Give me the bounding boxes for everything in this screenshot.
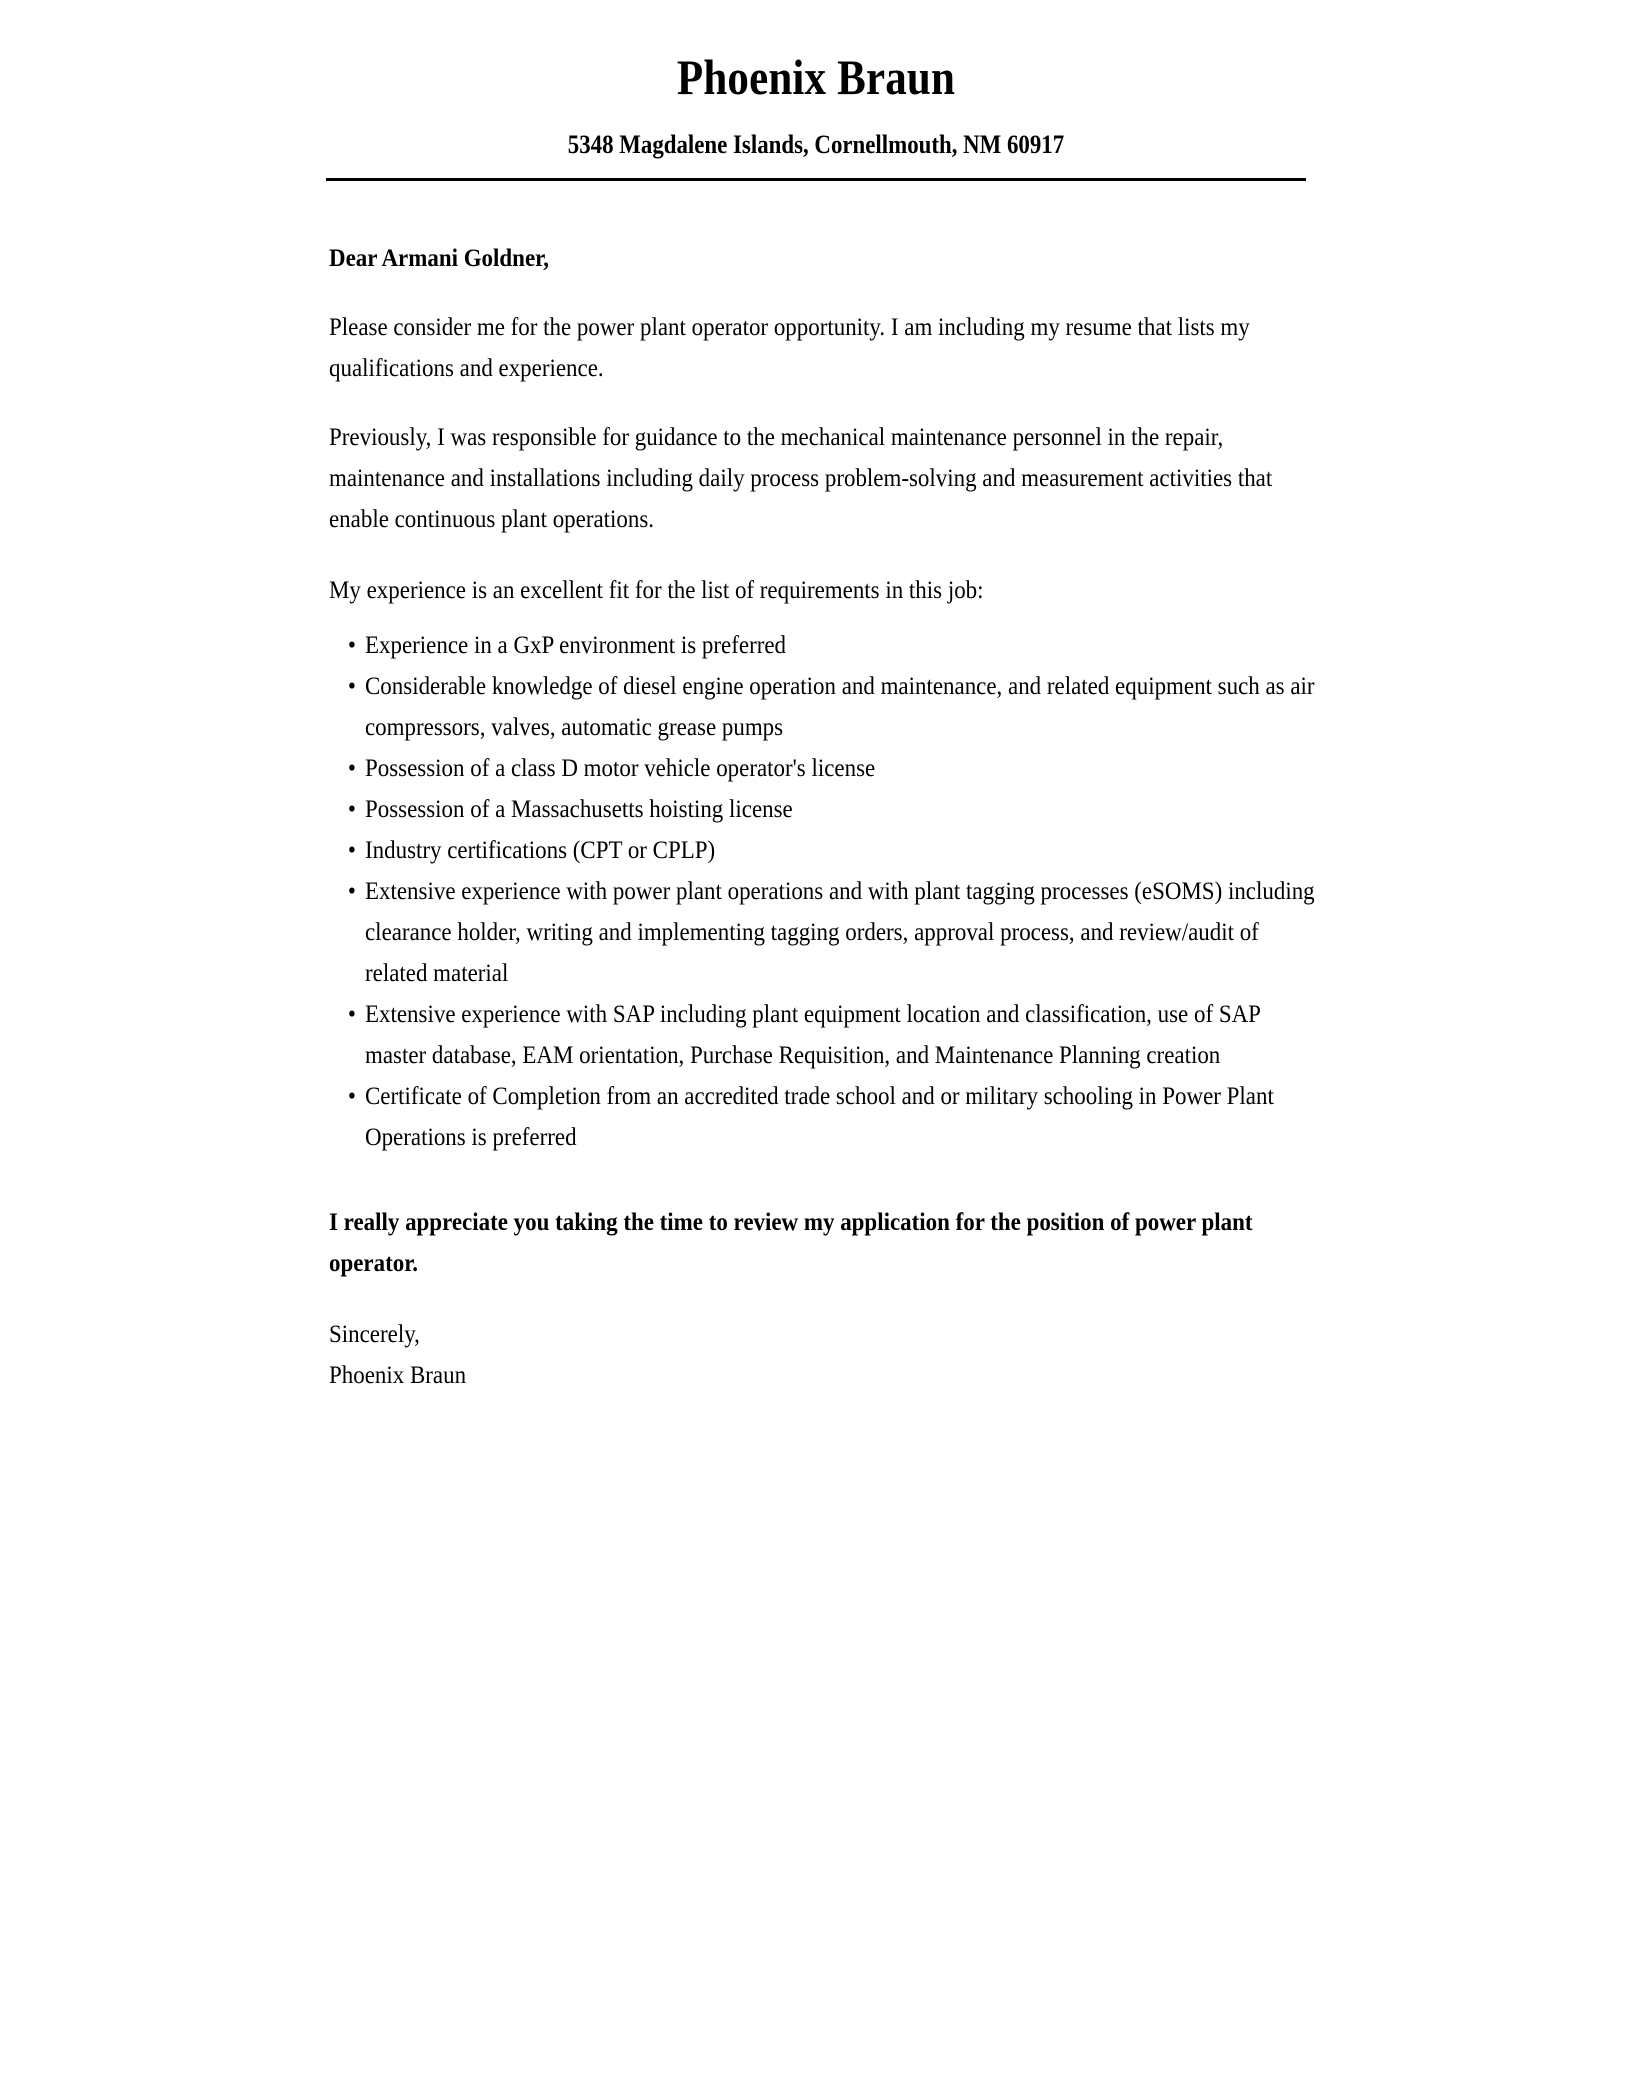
applicant-address: 5348 Magdalene Islands, Cornellmouth, NM 60917: [567, 130, 1065, 159]
signature-block: [329, 1313, 1217, 1395]
list-item-text: Industry certifications (CPT or CPLP): [365, 834, 716, 864]
requirements-list: [329, 624, 1315, 1157]
list-item: [329, 993, 1315, 1075]
signature-name: Phoenix Braun: [329, 1359, 467, 1389]
list-item: [329, 665, 1315, 747]
list-item-text: Extensive experience with power plant operations and with plant tagging processes (eSOMS) including clearance holder, writing and implementing tagging orders, approval process, and review/audit of related material: [365, 875, 1315, 987]
list-item-text: Extensive experience with SAP including plant equipment location and classification, use of SAP master database, EAM orientation, Purchase Requisition, and Maintenance Planning creation: [365, 998, 1261, 1069]
list-item-text: Certificate of Completion from an accredited trade school and or military schooling in Power Plant Operations is preferred: [365, 1080, 1274, 1151]
bullet-icon: •: [347, 998, 356, 1028]
bullet-icon: •: [347, 670, 356, 700]
list-item: [329, 870, 1315, 993]
list-item-text: Possession of a class D motor vehicle operator's license: [365, 752, 876, 782]
header-divider: [326, 178, 1306, 181]
closing-statement: I really appreciate you taking the time to review my application for the position of power plant operator.: [329, 1206, 1253, 1277]
letter-body: [316, 237, 1316, 1395]
bullet-icon: •: [347, 752, 356, 782]
list-item: [329, 1075, 1315, 1157]
list-item: [329, 624, 1315, 665]
list-item: [329, 747, 1315, 788]
list-item-text: Possession of a Massachusetts hoisting license: [365, 793, 793, 823]
bullet-icon: •: [347, 834, 356, 864]
bullet-icon: •: [347, 793, 356, 823]
salutation: Dear Armani Goldner,: [329, 242, 549, 272]
body-paragraph-1: Please consider me for the power plant operator opportunity. I am including my resume that lists my qualifications and experience.: [329, 311, 1250, 382]
page-title: Phoenix Braun: [676, 49, 956, 105]
requirements-intro: My experience is an excellent fit for the list of requirements in this job:: [329, 574, 984, 604]
list-item: [329, 788, 1315, 829]
letter-header: [0, 0, 1632, 181]
list-item-text: Experience in a GxP environment is preferred: [365, 629, 787, 659]
body-paragraph-2: Previously, I was responsible for guidance to the mechanical maintenance personnel in the repair, maintenance and installations including daily process problem-solving and measurement activities that enable continuous plant operations.: [329, 421, 1273, 533]
bullet-icon: •: [347, 875, 356, 905]
bullet-icon: •: [347, 629, 356, 659]
closing-salutation: Sincerely,: [329, 1318, 420, 1348]
list-item-text: Considerable knowledge of diesel engine operation and maintenance, and related equipment such as air compressors, valves, automatic grease pumps: [365, 670, 1315, 741]
bullet-icon: •: [347, 1080, 356, 1110]
list-item: [329, 829, 1315, 870]
